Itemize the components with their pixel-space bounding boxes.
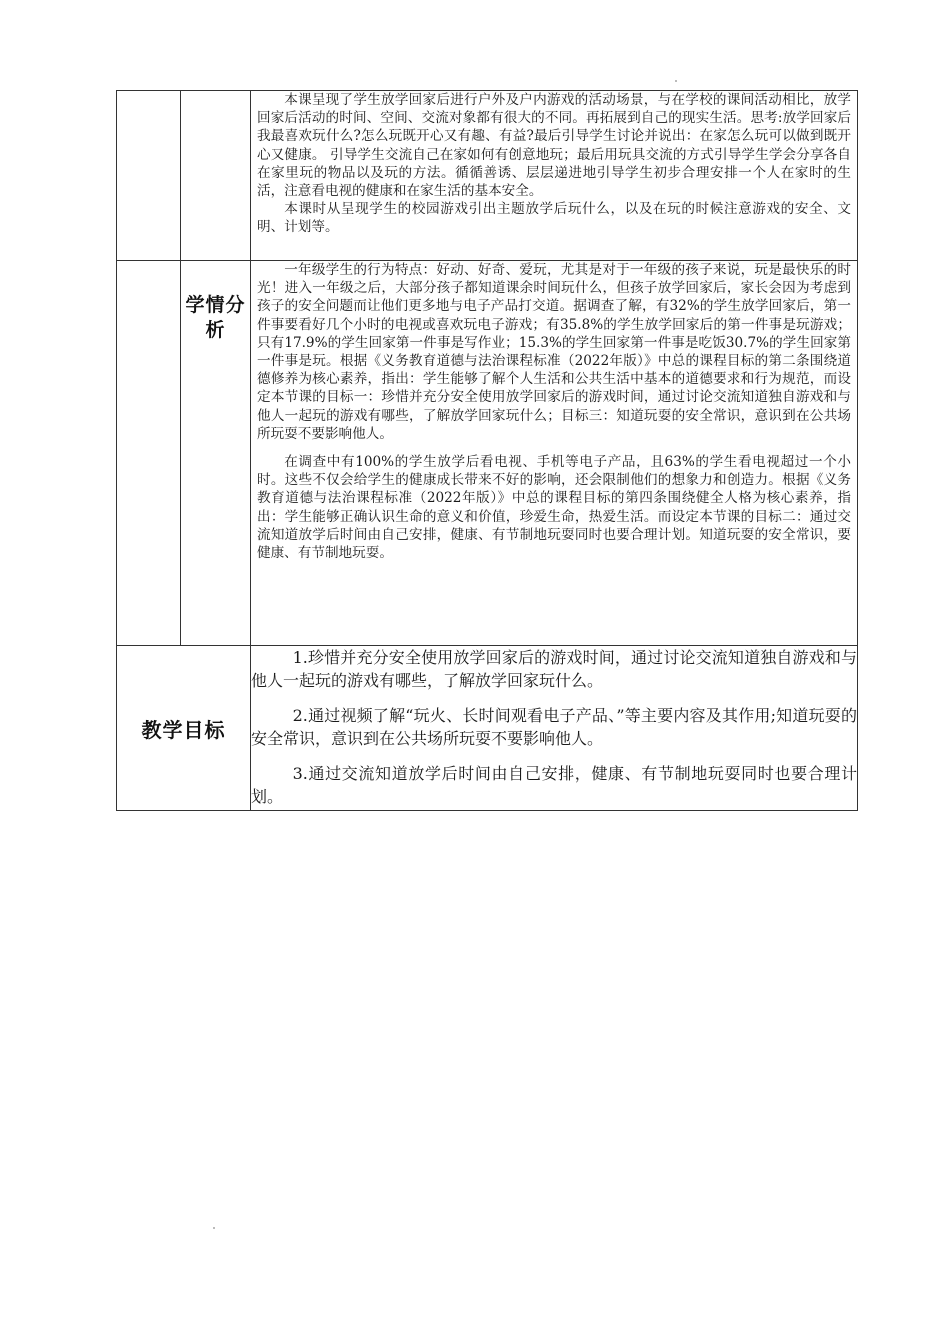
teaching-goals-cell	[251, 646, 858, 811]
top-page-mark	[675, 80, 677, 82]
teaching-goals-heading: 教学目标	[117, 646, 251, 811]
student-analysis-paragraph-1: 一年级学生的行为特点：好动、好奇、爱玩，尤其是对于一年级的孩子来说，玩是最快乐的时光！进入一年级之后，大部分孩子都知道课余时间玩什么，但孩子放学回家后，家长会因为考虑到孩子的安全问题而让他们更多地与电子产品打交道。据调查了解，有32%的学生放学回家后，第一件事要看好几个小时的电视或喜欢玩电子游戏；有35.8%的学生放学回家后的第一件事是玩游戏；只有17.9%的学生回家第一件事是写作业；15.3%的学生回家第一件事是吃饭30.7%的学生回家第一件事是玩。根据《义务教育道德与法治课程标准（2022年版）》中总的课程目标的第二条围绕道德修养为核心素养，指出：学生能够了解个人生活和公共生活中基本的道德要求和行为规范，而设定本节课的目标一：珍惜并充分安全使用放学回家后的游戏时间，通过讨论交流知道独自游戏和与他人一起玩的游戏有哪些，了解放学回家玩什么；目标三：知道玩耍的安全常识，意识到在公共场所玩耍不要影响他人。	[257, 262, 851, 442]
student-analysis-row	[117, 261, 858, 646]
student-analysis-cell	[251, 261, 858, 646]
teaching-goals-row	[117, 646, 858, 811]
content-analysis-row	[117, 91, 858, 261]
bottom-page-mark	[213, 1227, 215, 1229]
content-analysis-cell	[251, 91, 858, 261]
content-paragraph-2: 本课时从呈现学生的校园游戏引出主题放学后玩什么，以及在玩的时候注意游戏的安全、文明、计划等。	[257, 201, 851, 236]
row2-label-cell	[117, 261, 181, 646]
student-analysis-paragraph-2: 在调查中有100%的学生放学后看电视、手机等电子产品，且63%的学生看电视超过一个小时。这些不仅会给学生的健康成长带来不好的影响，还会限制他们的想象力和创造力。根据《义务教育道德与法治课程标准（2022年版）》中总的课程目标的第四条围绕健全人格为核心素养，指出：学生能够正确认识生命的意义和价值，珍爱生命，热爱生活。而设定本节课的目标二：通过交流知道放学后时间由自己安排，健康、有节制地玩耍同时也要合理计划。知道玩耍的安全常识，要健康、有节制地玩耍。	[257, 454, 851, 562]
teaching-goal-1: 1.珍惜并充分安全使用放学回家后的游戏时间，通过讨论交流知道独自游戏和与他人一起玩的游戏有哪些，了解放学回家玩什么。	[251, 648, 857, 690]
content-paragraph-1: 本课呈现了学生放学回家后进行户外及户内游戏的活动场景，与在学校的课间活动相比，放学回家后活动的时间、空间、交流对象都有很大的不同。再拓展到自己的现实生活。思考:放学回家后我最喜欢玩什么?怎么玩既开心又有趣、有益?最后引导学生讨论并说出：在家怎么玩可以做到既开心又健康。 引导学生交流自己在家如何有创意地玩；最后用玩具交流的方式引导学生学会分享各自在家里玩的物品以及玩的方法。循循善诱、层层递进地引导学生初步合理安排一个人在家时的生活，注意看电视的健康和在家生活的基本安全。	[257, 92, 851, 200]
teaching-goal-3: 3.通过交流知道放学后时间由自己安排，健康、有节制地玩耍同时也要合理计划。	[251, 764, 857, 806]
teaching-goal-2: 2.通过视频了解“玩火、长时间观看电子产品、”等主要内容及其作用;知道玩耍的安全常识，意识到在公共场所玩耍不要影响他人。	[251, 706, 857, 748]
row1-sublabel-cell	[181, 91, 251, 261]
row1-label-cell	[117, 91, 181, 261]
lesson-plan-table	[116, 90, 858, 811]
student-analysis-heading: 学情分析	[181, 261, 251, 646]
